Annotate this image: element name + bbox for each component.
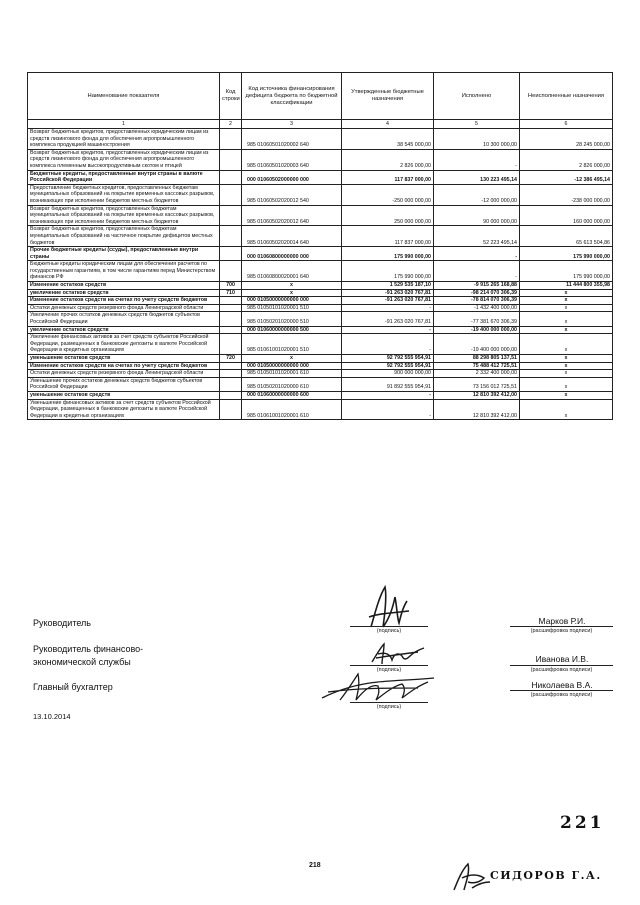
- cell-line-code: [220, 377, 242, 391]
- cell-line-code: [220, 261, 242, 282]
- cell-line-code: 720: [220, 355, 242, 363]
- head-title: Руководитель: [33, 618, 91, 628]
- column-number-row: [28, 120, 613, 129]
- cell-line-code: [220, 312, 242, 326]
- cell-approved: 175 990 000,00: [342, 247, 434, 261]
- cell-indicator-name: Возврат бюджетных кредитов, предоставленных бюджетам муниципальных образований на частичное покрытие дефицитов местных бюджетов: [28, 226, 220, 247]
- table-row: [28, 261, 613, 282]
- header-unexecuted: Неисполненные назначения: [520, 73, 613, 120]
- finance-head-title-line1: Руководитель финансово-: [33, 644, 144, 654]
- cell-indicator-name: уменьшение остатков средств: [28, 391, 220, 399]
- cell-source-code: 985 01060502020014 640: [242, 226, 342, 247]
- cell-approved: 92 792 555 954,91: [342, 355, 434, 363]
- cell-source-code: 985 01060501020003 640: [242, 149, 342, 170]
- cell-line-code: [220, 334, 242, 355]
- cell-indicator-name: увеличение остатков средств: [28, 289, 220, 297]
- table-row: [28, 170, 613, 184]
- head-name-line: [510, 626, 613, 627]
- cell-indicator-name: Изменение остатков средств на счетах по учету средств бюджетов: [28, 362, 220, 370]
- cell-line-code: [220, 362, 242, 370]
- cell-indicator-name: Изменение остатков средств: [28, 282, 220, 290]
- cell-source-code: 985 01061001020001 510: [242, 334, 342, 355]
- cell-executed: -12 000 000,00: [434, 184, 520, 205]
- cell-source-code: x: [242, 355, 342, 363]
- cell-source-code: 985 01060502020012 640: [242, 205, 342, 226]
- table-row: [28, 370, 613, 378]
- cell-line-code: 710: [220, 289, 242, 297]
- column-number: 3: [242, 120, 342, 129]
- column-number: 6: [520, 120, 613, 129]
- cell-indicator-name: Возврат бюджетных кредитов, предоставленных юридическим лицам из средств лизингового фонда для обеспечения агропромышленного комплекса продукцией машиностроения: [28, 129, 220, 150]
- cell-executed: 90 000 000,00: [434, 205, 520, 226]
- cell-unexecuted: 2 826 000,00: [520, 149, 613, 170]
- header-line-code: Код строки: [220, 73, 242, 120]
- finance-head-name-line: [510, 665, 613, 666]
- cell-executed: 2 332 400 000,00: [434, 370, 520, 378]
- cell-source-code: 000 01060800000000 000: [242, 247, 342, 261]
- table-row: [28, 377, 613, 391]
- cell-unexecuted: x: [520, 399, 613, 420]
- cell-indicator-name: Уменьшение прочих остатков денежных средств бюджетов субъектов Российской Федерации: [28, 377, 220, 391]
- cell-line-code: 700: [220, 282, 242, 290]
- cell-unexecuted: 175 990 000,00: [520, 261, 613, 282]
- table-row: [28, 334, 613, 355]
- cell-unexecuted: 28 245 000,00: [520, 129, 613, 150]
- table-row: [28, 205, 613, 226]
- head-sign-line: [350, 626, 428, 627]
- cell-unexecuted: x: [520, 304, 613, 312]
- cell-executed: -: [434, 261, 520, 282]
- cell-unexecuted: x: [520, 297, 613, 305]
- cell-unexecuted: 160 000 000,00: [520, 205, 613, 226]
- cell-indicator-name: Изменение остатков средств на счетах по учету средств бюджетов: [28, 297, 220, 305]
- cell-indicator-name: Возврат бюджетных кредитов, предоставленных бюджетам муниципальных образований на покрытие временных кассовых разрывов, возникающих при исполнении бюджетов местных бюджетов: [28, 205, 220, 226]
- cell-indicator-name: уменьшение остатков средств: [28, 355, 220, 363]
- cell-unexecuted: x: [520, 362, 613, 370]
- cell-approved: -: [342, 326, 434, 334]
- cell-unexecuted: x: [520, 289, 613, 297]
- cell-source-code: 000 01060000000000 500: [242, 326, 342, 334]
- finance-head-name-caption: (расшифровка подписи): [530, 667, 593, 673]
- table-row: [28, 226, 613, 247]
- cell-approved: 2 826 000,00: [342, 149, 434, 170]
- table-body: [28, 129, 613, 420]
- cell-unexecuted: x: [520, 391, 613, 399]
- cell-line-code: [220, 184, 242, 205]
- cell-approved: -: [342, 334, 434, 355]
- table-row: [28, 391, 613, 399]
- cell-approved: -91 263 020 767,81: [342, 297, 434, 305]
- finance-head-name: Иванова И.В.: [535, 654, 589, 664]
- table-row: [28, 129, 613, 150]
- table-row: [28, 184, 613, 205]
- table-row: [28, 362, 613, 370]
- cell-indicator-name: Возврат бюджетных кредитов, предоставленных юридическим лицам из средств лизингового фонда для обеспечения агропромышленного комплекса племенным высокопродуктивным скотом и птицей: [28, 149, 220, 170]
- chief-accountant-sign-line: [350, 702, 428, 703]
- head-name-caption: (расшифровка подписи): [530, 628, 593, 634]
- table-row: [28, 312, 613, 326]
- cell-unexecuted: 11 444 800 355,98: [520, 282, 613, 290]
- cell-executed: -98 214 070 306,39: [434, 289, 520, 297]
- cell-executed: -: [434, 149, 520, 170]
- table-header-row: [28, 73, 613, 120]
- cell-source-code: 985 01050101020001 510: [242, 304, 342, 312]
- cell-indicator-name: Бюджетные кредиты, предоставленные внутри страны в валюте Российской Федерации: [28, 170, 220, 184]
- cell-executed: 130 223 495,14: [434, 170, 520, 184]
- cell-executed: -77 381 670 306,39: [434, 312, 520, 326]
- chief-accountant-sign-caption: (подпись): [376, 704, 402, 710]
- cell-executed: 73 156 012 725,51: [434, 377, 520, 391]
- cell-line-code: [220, 399, 242, 420]
- report-date: 13.10.2014: [33, 712, 71, 721]
- cell-approved: -91 263 020 767,81: [342, 289, 434, 297]
- cell-line-code: [220, 370, 242, 378]
- table-row: [28, 149, 613, 170]
- cell-approved: 117 837 000,00: [342, 170, 434, 184]
- cell-executed: 10 300 000,00: [434, 129, 520, 150]
- table-row: [28, 355, 613, 363]
- cell-approved: 175 990 000,00: [342, 261, 434, 282]
- cell-line-code: [220, 149, 242, 170]
- table-row: [28, 289, 613, 297]
- cell-line-code: [220, 247, 242, 261]
- cell-indicator-name: увеличение остатков средств: [28, 326, 220, 334]
- finance-head-signature: [368, 640, 428, 668]
- cell-line-code: [220, 226, 242, 247]
- stamp-number: 221: [560, 813, 605, 833]
- cell-unexecuted: x: [520, 334, 613, 355]
- table-row: [28, 326, 613, 334]
- cell-executed: -78 814 070 306,39: [434, 297, 520, 305]
- column-number: 2: [220, 120, 242, 129]
- cell-approved: 1 529 535 187,10: [342, 282, 434, 290]
- cell-executed: 52 223 495,14: [434, 226, 520, 247]
- page-number: 218: [309, 862, 321, 869]
- cell-executed: -1 432 400 000,00: [434, 304, 520, 312]
- cell-approved: -: [342, 391, 434, 399]
- cell-executed: 12 810 392 412,00: [434, 391, 520, 399]
- cell-indicator-name: Прочие бюджетные кредиты (ссуды), предоставленные внутри страны: [28, 247, 220, 261]
- head-name: Марков Р.И.: [538, 616, 586, 626]
- chief-accountant-name-caption: (расшифровка подписи): [530, 692, 593, 698]
- cell-approved: 900 000 000,00: [342, 370, 434, 378]
- cell-unexecuted: x: [520, 370, 613, 378]
- cell-unexecuted: x: [520, 355, 613, 363]
- cell-source-code: 000 01050000000000 000: [242, 297, 342, 305]
- cell-indicator-name: Остатки денежных средств резервного фонда Ленинградской области: [28, 370, 220, 378]
- cell-unexecuted: 65 613 504,86: [520, 226, 613, 247]
- cell-line-code: [220, 391, 242, 399]
- budget-sources-table: [27, 72, 613, 420]
- chief-accountant-signature: [318, 670, 438, 704]
- cell-line-code: [220, 304, 242, 312]
- cell-indicator-name: Остатки денежных средств резервного фонда Ленинградской области: [28, 304, 220, 312]
- column-number: 4: [342, 120, 434, 129]
- cell-line-code: [220, 170, 242, 184]
- cell-line-code: [220, 326, 242, 334]
- cell-approved: -250 000 000,00: [342, 184, 434, 205]
- cell-approved: 117 837 000,00: [342, 226, 434, 247]
- cell-unexecuted: x: [520, 312, 613, 326]
- cell-source-code: 000 01050000000000 000: [242, 362, 342, 370]
- header-executed: Исполнено: [434, 73, 520, 120]
- cell-executed: -19 400 000 000,00: [434, 326, 520, 334]
- cell-approved: 91 892 555 954,91: [342, 377, 434, 391]
- cell-source-code: 985 01061001020001 610: [242, 399, 342, 420]
- cell-indicator-name: Уменьшение финансовых активов за счет средств субъектов Российской Федерации, размещенных в банковские депозиты в валюте Российской Федерации в кредитных организациях: [28, 399, 220, 420]
- cell-approved: 250 000 000,00: [342, 205, 434, 226]
- header-approved: Утвержденные бюджетные назначения: [342, 73, 434, 120]
- column-number: 5: [434, 120, 520, 129]
- finance-head-sign-line: [350, 665, 428, 666]
- cell-executed: 75 488 412 725,51: [434, 362, 520, 370]
- cell-source-code: x: [242, 289, 342, 297]
- cell-line-code: [220, 129, 242, 150]
- table-row: [28, 304, 613, 312]
- cell-unexecuted: 175 990 000,00: [520, 247, 613, 261]
- table-row: [28, 282, 613, 290]
- cell-line-code: [220, 297, 242, 305]
- cell-source-code: 985 01060501020002 640: [242, 129, 342, 150]
- table-row: [28, 247, 613, 261]
- finance-head-sign-caption: (подпись): [376, 667, 402, 673]
- cell-source-code: 000 01060502000000 000: [242, 170, 342, 184]
- cell-executed: 88 298 805 137,51: [434, 355, 520, 363]
- cell-approved: 38 545 000,00: [342, 129, 434, 150]
- footer-signature: [448, 860, 492, 894]
- cell-source-code: 985 01050201020000 610: [242, 377, 342, 391]
- cell-unexecuted: x: [520, 377, 613, 391]
- cell-unexecuted: x: [520, 326, 613, 334]
- cell-executed: 12 810 392 412,00: [434, 399, 520, 420]
- cell-approved: 92 792 555 954,91: [342, 362, 434, 370]
- chief-accountant-name-line: [510, 690, 613, 691]
- cell-approved: -: [342, 304, 434, 312]
- chief-accountant-name: Николаева В.А.: [531, 680, 593, 690]
- head-sign-caption: (подпись): [376, 628, 402, 634]
- column-number: 1: [28, 120, 220, 129]
- cell-executed: -9 915 265 168,88: [434, 282, 520, 290]
- cell-source-code: 985 01060502020012 540: [242, 184, 342, 205]
- table-row: [28, 399, 613, 420]
- cell-source-code: 000 01060000000000 600: [242, 391, 342, 399]
- cell-approved: -: [342, 399, 434, 420]
- cell-executed: -: [434, 247, 520, 261]
- cell-indicator-name: Бюджетные кредиты юридическим лицам для обеспечения расчетов по государственным гарантиям, в том числе гарантиям перед Министерством финансов РФ: [28, 261, 220, 282]
- cell-unexecuted: -12 386 495,14: [520, 170, 613, 184]
- cell-indicator-name: Предоставление бюджетных кредитов, предоставленных бюджетам муниципальных образований на покрытие временных кассовых разрывов, возникающих при исполнении бюджетов местных бюджетов: [28, 184, 220, 205]
- header-source-code: Код источника финансирования дефицита бюджета по бюджетной классификации: [242, 73, 342, 120]
- cell-executed: -19 400 000 000,00: [434, 334, 520, 355]
- table-row: [28, 297, 613, 305]
- chief-accountant-title: Главный бухгалтер: [33, 682, 113, 692]
- head-signature: [363, 583, 413, 631]
- cell-approved: -91 263 020 767,81: [342, 312, 434, 326]
- cell-indicator-name: Увеличение прочих остатков денежных средств бюджетов субъектов Российской Федерации: [28, 312, 220, 326]
- header-indicator-name: Наименование показателя: [28, 73, 220, 120]
- cell-source-code: x: [242, 282, 342, 290]
- cell-unexecuted: -238 000 000,00: [520, 184, 613, 205]
- cell-indicator-name: Увеличение финансовых активов за счет средств субъектов Российской Федерации, размещенных в банковские депозиты в валюте Российской Федерации в кредитных организациях: [28, 334, 220, 355]
- cell-line-code: [220, 205, 242, 226]
- finance-head-title-line2: экономической службы: [33, 657, 131, 667]
- cell-source-code: 985 01060800020001 640: [242, 261, 342, 282]
- footer-name: СИДОРОВ Г.А.: [490, 869, 602, 882]
- cell-source-code: 985 01050101020001 610: [242, 370, 342, 378]
- cell-source-code: 985 01050201020000 510: [242, 312, 342, 326]
